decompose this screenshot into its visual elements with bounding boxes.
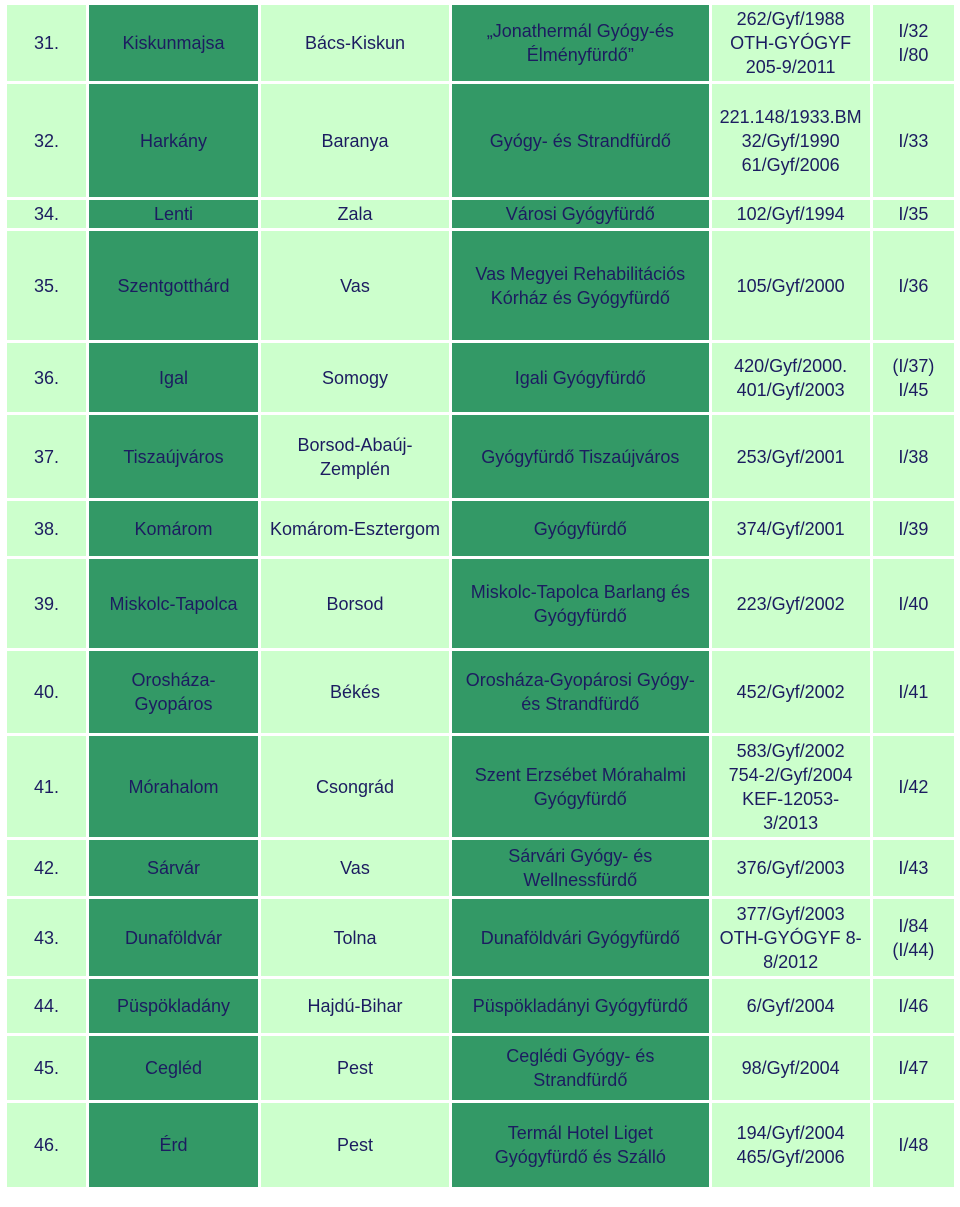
cell-line: 39. (34, 593, 60, 614)
cell-line: Dunaföldvári Gyógyfürdő (480, 927, 680, 948)
cell-line: 465/Gyf/2006 (736, 1147, 845, 1167)
registry-code-cell (873, 343, 954, 412)
table-row (7, 200, 954, 228)
city-cell (89, 651, 258, 733)
row-number-cell (7, 5, 86, 81)
city-cell (89, 84, 258, 197)
cell-line: 34. (34, 204, 60, 224)
county-cell (261, 1036, 449, 1100)
cell-line: Tiszaújváros (123, 446, 224, 467)
facility-cell (452, 415, 709, 498)
row-number-cell (7, 84, 86, 197)
cell-line: 46. (34, 1135, 60, 1155)
cell-line: I/47 (898, 1058, 929, 1078)
county-cell (261, 840, 449, 896)
license-cell (712, 979, 870, 1033)
cell-line: I/32 (898, 21, 929, 41)
license-cell (712, 1036, 870, 1100)
cell-line: 38. (34, 518, 60, 539)
table-row (7, 231, 954, 340)
cell-line: 42. (34, 858, 60, 878)
cell-line: Pest (336, 1135, 373, 1155)
table-row (7, 501, 954, 556)
facility-cell (452, 231, 709, 340)
cell-line: Bács-Kiskun (304, 33, 406, 53)
cell-line: Cegléd (144, 1058, 203, 1078)
cell-line: 32/Gyf/1990 (741, 130, 840, 151)
cell-line: 194/Gyf/2004 (736, 1123, 845, 1143)
registry-code-cell (873, 979, 954, 1033)
registry-code-cell (873, 736, 954, 837)
county-cell (261, 979, 449, 1033)
cell-line: Igal (158, 367, 189, 388)
cell-line: I/41 (898, 682, 929, 702)
cell-line: 420/Gyf/2000. (734, 355, 848, 376)
county-cell (261, 1103, 449, 1187)
row-number-cell (7, 651, 86, 733)
city-cell (89, 1103, 258, 1187)
row-number-cell (7, 979, 86, 1033)
county-cell (261, 84, 449, 197)
county-cell (261, 415, 449, 498)
cell-line: Szent Erzsébet Mórahalmi (474, 764, 686, 785)
license-cell (712, 559, 870, 648)
cell-line: 401/Gyf/2003 (736, 379, 845, 400)
cell-line: Sárvár (147, 858, 201, 878)
cell-line: Vas (340, 275, 370, 296)
cell-line: 40. (34, 682, 60, 702)
facility-cell (452, 559, 709, 648)
cell-line: 37. (34, 446, 60, 467)
cell-line: 377/Gyf/2003 (736, 903, 845, 924)
cell-line: 32. (34, 130, 60, 151)
cell-line: Szentgotthárd (117, 275, 230, 296)
cell-line: Püspökladány (116, 996, 231, 1016)
cell-line: 754-2/Gyf/2004 (728, 764, 853, 785)
license-cell (712, 736, 870, 837)
cell-line: Püspökladányi Gyógyfürdő (472, 996, 688, 1016)
facility-cell (452, 84, 709, 197)
city-cell (89, 1036, 258, 1100)
row-number-cell (7, 200, 86, 228)
row-number-cell (7, 415, 86, 498)
cell-line: Komárom (134, 518, 213, 539)
cell-line: OTH-GYÓGYF 8- (719, 927, 862, 948)
cell-line: 61/Gyf/2006 (741, 154, 840, 175)
cell-line: 205-9/2011 (745, 57, 836, 77)
facility-cell (452, 899, 709, 976)
cell-line: I/48 (898, 1135, 929, 1155)
license-cell (712, 231, 870, 340)
cell-line: Kórház és Gyógyfürdő (490, 287, 670, 308)
county-cell (261, 736, 449, 837)
license-cell (712, 200, 870, 228)
cell-line: 35. (34, 275, 60, 296)
registry-code-cell (873, 1103, 954, 1187)
cell-line: Ceglédi Gyógy- és (506, 1046, 655, 1066)
cell-line: Igali Gyógyfürdő (514, 367, 646, 388)
cell-line: 262/Gyf/1988 (736, 9, 845, 29)
cell-line: (I/37) (892, 355, 935, 376)
registry-code-cell (873, 559, 954, 648)
cell-line: Sárvári Gyógy- és (508, 846, 653, 866)
license-cell (712, 1103, 870, 1187)
city-cell (89, 979, 258, 1033)
cell-line: Vas (340, 858, 370, 878)
registry-code-cell (873, 415, 954, 498)
registry-code-cell (873, 84, 954, 197)
table-row (7, 651, 954, 733)
cell-line: (I/44) (892, 939, 935, 960)
cell-line: 6/Gyf/2004 (746, 996, 835, 1016)
cell-line: Békés (329, 682, 380, 702)
cell-line: 376/Gyf/2003 (736, 858, 845, 878)
county-cell (261, 343, 449, 412)
row-number-cell (7, 1103, 86, 1187)
license-cell (712, 415, 870, 498)
cell-line: 583/Gyf/2002 (736, 740, 845, 761)
table-row (7, 84, 954, 197)
cell-line: 98/Gyf/2004 (741, 1058, 840, 1078)
cell-line: Baranya (321, 130, 389, 151)
cell-line: I/36 (898, 275, 929, 296)
cell-line: I/33 (898, 130, 929, 151)
facility-cell (452, 343, 709, 412)
registry-code-cell (873, 651, 954, 733)
row-number-cell (7, 899, 86, 976)
cell-line: Vas Megyei Rehabilitációs (475, 263, 686, 284)
cell-line: I/35 (898, 204, 929, 224)
cell-line: Gyógyfürdő (533, 605, 627, 626)
cell-line: „Jonathermál Gyógy-és (486, 21, 674, 41)
cell-line: Gyógyfürdő (533, 518, 627, 539)
table-row (7, 5, 954, 81)
city-cell (89, 736, 258, 837)
row-number-cell (7, 736, 86, 837)
city-cell (89, 343, 258, 412)
cell-line: I/43 (898, 858, 929, 878)
cell-line: Zemplén (319, 458, 390, 479)
table-row (7, 736, 954, 837)
cell-line: 221.148/1933.BM (719, 106, 862, 127)
table-row (7, 979, 954, 1033)
facility-cell (452, 5, 709, 81)
cell-line: Miskolc-Tapolca Barlang és (470, 581, 690, 602)
table-row (7, 840, 954, 896)
cell-line: és Strandfürdő (521, 694, 640, 714)
registry-code-cell (873, 231, 954, 340)
facility-cell (452, 840, 709, 896)
cell-line: I/45 (898, 379, 929, 400)
facility-cell (452, 651, 709, 733)
cell-line: Pest (336, 1058, 373, 1078)
cell-line: KEF-12053- (742, 788, 840, 809)
facility-cell (452, 1103, 709, 1187)
cell-line: Hajdú-Bihar (307, 996, 403, 1016)
table-row (7, 1103, 954, 1187)
license-cell (712, 501, 870, 556)
cell-line: 253/Gyf/2001 (736, 446, 845, 467)
row-number-cell (7, 231, 86, 340)
spa-registry-table (4, 2, 957, 1190)
cell-line: 43. (34, 927, 60, 948)
cell-line: Érd (159, 1135, 188, 1155)
cell-line: I/40 (898, 593, 929, 614)
cell-line: Borsod (326, 593, 384, 614)
table-body (7, 5, 954, 1187)
county-cell (261, 200, 449, 228)
facility-cell (452, 979, 709, 1033)
city-cell (89, 501, 258, 556)
facility-cell (452, 200, 709, 228)
cell-line: I/80 (898, 45, 929, 65)
county-cell (261, 501, 449, 556)
registry-code-cell (873, 501, 954, 556)
city-cell (89, 559, 258, 648)
city-cell (89, 231, 258, 340)
row-number-cell (7, 840, 86, 896)
city-cell (89, 840, 258, 896)
county-cell (261, 651, 449, 733)
cell-line: Strandfürdő (533, 1070, 628, 1090)
county-cell (261, 899, 449, 976)
cell-line: I/84 (898, 915, 929, 936)
cell-line: Gyopáros (134, 694, 213, 714)
row-number-cell (7, 343, 86, 412)
cell-line: Mórahalom (128, 776, 219, 797)
license-cell (712, 840, 870, 896)
city-cell (89, 415, 258, 498)
registry-code-cell (873, 5, 954, 81)
license-cell (712, 343, 870, 412)
cell-line: I/42 (898, 776, 929, 797)
cell-line: Gyógyfürdő Tiszaújváros (481, 446, 680, 467)
cell-line: 8/2012 (763, 951, 819, 972)
cell-line: Csongrád (315, 776, 395, 797)
cell-line: OTH-GYÓGYF (730, 33, 852, 53)
cell-line: 44. (34, 996, 60, 1016)
cell-line: Gyógyfürdő (533, 788, 627, 809)
facility-cell (452, 1036, 709, 1100)
cell-line: Gyógy- és Strandfürdő (489, 130, 671, 151)
cell-line: Orosháza- (131, 670, 216, 690)
table-row (7, 343, 954, 412)
license-cell (712, 899, 870, 976)
registry-code-cell (873, 200, 954, 228)
cell-line: 31. (34, 33, 60, 53)
cell-line: I/46 (898, 996, 929, 1016)
cell-line: Gyógyfürdő és Szálló (494, 1147, 666, 1167)
city-cell (89, 200, 258, 228)
table-row (7, 899, 954, 976)
cell-line: Kiskunmajsa (122, 33, 225, 53)
cell-line: 102/Gyf/1994 (736, 204, 845, 224)
cell-line: 374/Gyf/2001 (736, 518, 845, 539)
license-cell (712, 651, 870, 733)
table-row (7, 415, 954, 498)
cell-line: Wellnessfürdő (523, 870, 638, 890)
cell-line: Zala (337, 204, 373, 224)
county-cell (261, 231, 449, 340)
city-cell (89, 5, 258, 81)
cell-line: I/39 (898, 518, 929, 539)
cell-line: Komárom-Esztergom (269, 518, 441, 539)
cell-line: 45. (34, 1058, 60, 1078)
cell-line: Lenti (153, 204, 194, 224)
county-cell (261, 559, 449, 648)
license-cell (712, 5, 870, 81)
registry-code-cell (873, 840, 954, 896)
facility-cell (452, 736, 709, 837)
table-row (7, 559, 954, 648)
registry-code-cell (873, 899, 954, 976)
cell-line: Harkány (139, 130, 208, 151)
county-cell (261, 5, 449, 81)
table-row (7, 1036, 954, 1100)
cell-line: Élményfürdő” (526, 45, 634, 65)
cell-line: 41. (34, 776, 60, 797)
registry-code-cell (873, 1036, 954, 1100)
cell-line: 223/Gyf/2002 (736, 593, 845, 614)
cell-line: Somogy (321, 367, 389, 388)
license-cell (712, 84, 870, 197)
row-number-cell (7, 559, 86, 648)
cell-line: Dunaföldvár (124, 927, 223, 948)
cell-line: Tolna (333, 927, 377, 948)
cell-line: Miskolc-Tapolca (109, 593, 238, 614)
cell-line: 105/Gyf/2000 (736, 275, 845, 296)
cell-line: Termál Hotel Liget (507, 1123, 653, 1143)
cell-line: I/38 (898, 446, 929, 467)
cell-line: Orosháza-Gyopárosi Gyógy- (465, 670, 695, 690)
facility-cell (452, 501, 709, 556)
cell-line: 36. (34, 367, 60, 388)
cell-line: 3/2013 (763, 812, 819, 833)
cell-line: Városi Gyógyfürdő (505, 204, 655, 224)
cell-line: 452/Gyf/2002 (736, 682, 845, 702)
row-number-cell (7, 1036, 86, 1100)
cell-line: Borsod-Abaúj- (297, 434, 413, 455)
city-cell (89, 899, 258, 976)
row-number-cell (7, 501, 86, 556)
